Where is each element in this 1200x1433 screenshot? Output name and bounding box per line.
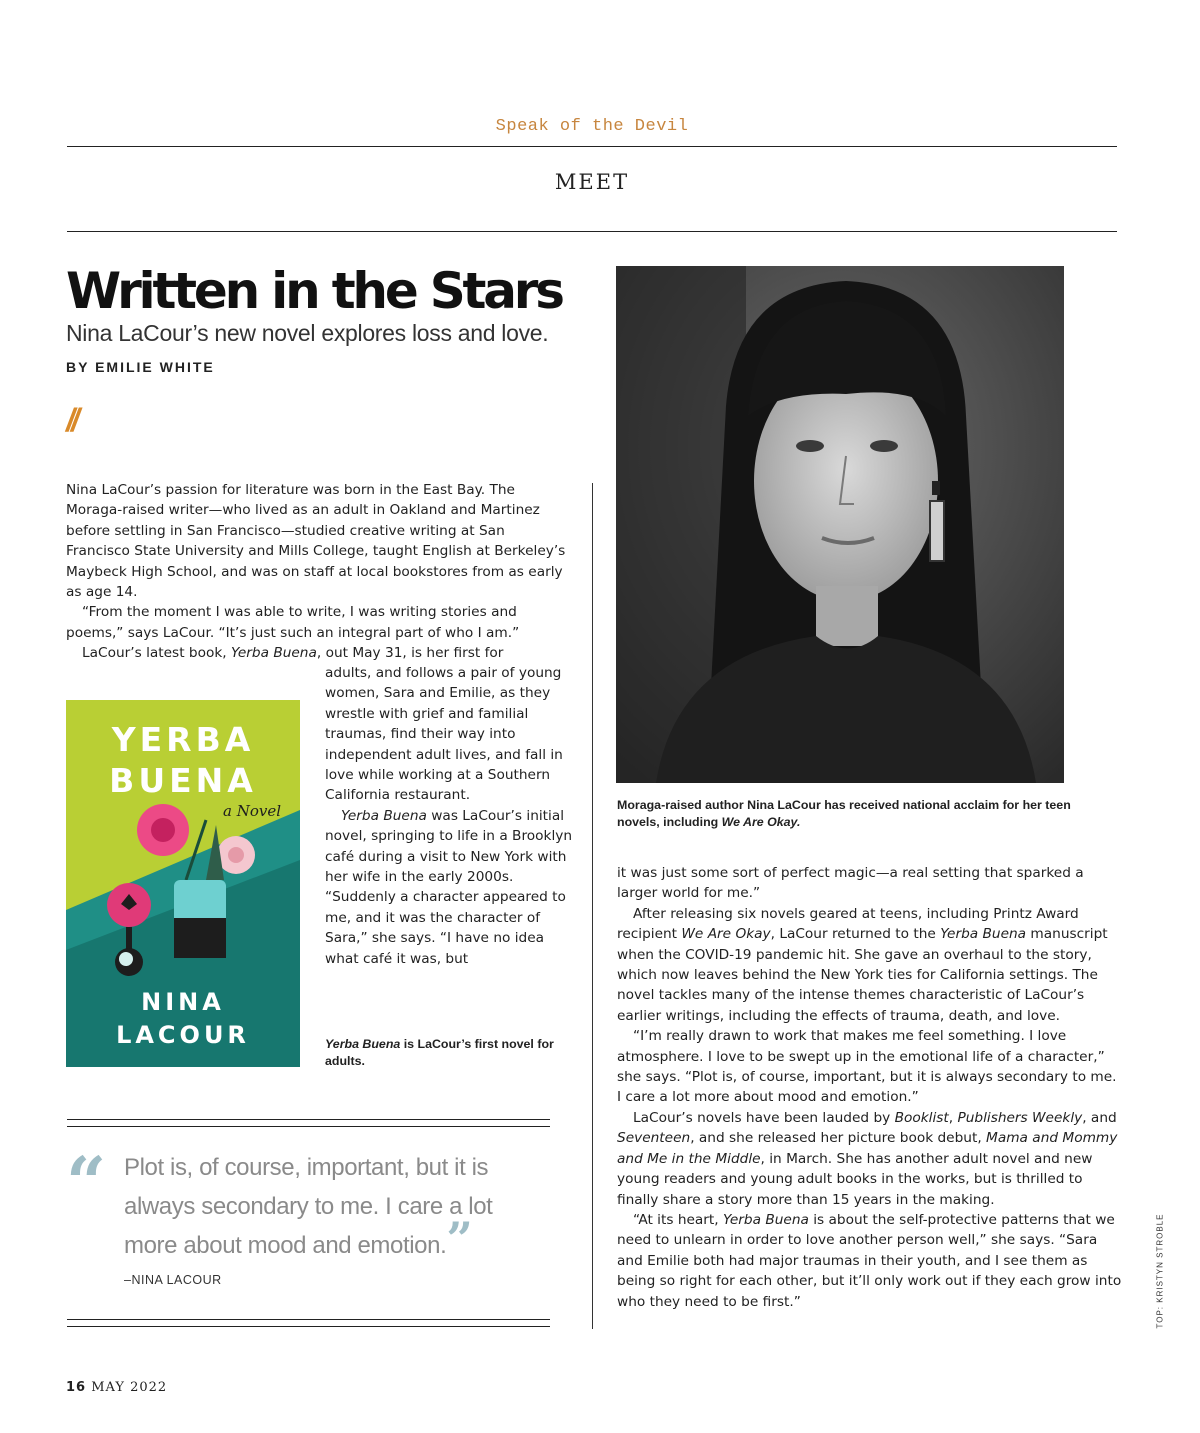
page-number: 16 [66,1380,87,1395]
cover-subtitle: a Novel [222,802,282,820]
cover-author-line2: LACOUR [116,1021,250,1049]
cover-caption-title: Yerba Buena [325,1037,401,1051]
column-divider [592,483,593,1329]
quote-attribution: –NINA LACOUR [124,1273,222,1287]
folio [66,1380,167,1395]
section-title: Speak of the Devil [495,117,689,136]
slash-ornament: // [66,402,76,438]
headline: Written in the Stars [66,262,562,320]
cover-caption [325,1036,555,1070]
quote-rule-bottom-1 [67,1319,550,1320]
article-body-col1-wrap [325,663,575,969]
photo-caption [617,797,1077,831]
paragraph: adults, and follows a pair of young women, Sara and Emilie, as they wrestle with grief and familial traumas, find their way into independent adult lives, and fall in love while working at a Southern California restaurant. [325,665,563,804]
paragraph: “At its heart, Yerba Buena is about the self-protective patterns that we need to unlearn in order to love another person well,” she says. “Sara and Emilie both had major traumas in their youth, and I see them as being so right for each other, but it’ll only work out if they each grow into who they need to be first.” [617,1211,1122,1310]
quote-rule-top-1 [67,1119,550,1120]
book-cover-image [66,700,300,1067]
pull-quote-text: Plot is, of course, important, but it is always secondary to me. I care a lot more about mood and emotion. [124,1154,493,1259]
close-quote-icon: ” [446,1212,473,1266]
paragraph-lead: LaCour’s latest book, Yerba Buena, out May 31, is her first for [82,645,504,662]
cover-caption-text: is LaCour’s first novel for adults. [325,1037,554,1068]
photo-caption-text: Moraga-raised author Nina LaCour has received national acclaim for her teen novels, including [617,798,1071,829]
paragraph: it was just some sort of perfect magic—a real setting that sparked a larger world for me.” [617,865,1084,902]
cover-title-line2: BUENA [109,761,257,800]
cover-author-line1: NINA [141,988,225,1016]
byline: BY EMILIE WHITE [66,359,215,375]
article-body-col2 [617,863,1122,1312]
cover-title-line1: YERBA [111,720,255,759]
pull-quote [124,1148,544,1265]
paragraph: Nina LaCour’s passion for literature was born in the East Bay. The Moraga-raised writer—who lived as an adult in Oakland and Martinez before settling in San Francisco—studied creative writing at San Francisco State University and Mills College, taught English at Berkeley’s Maybeck High School, and was on staff at local bookstores from as early as age 14. [66,482,566,601]
header-rule-bottom [67,231,1117,232]
paragraph: “From the moment I was able to write, I was writing stories and poems,” says LaCour. “It’s just such an integral part of who I am.” [66,604,520,641]
quote-rule-bottom-2 [67,1326,550,1327]
author-photo [616,266,1064,783]
paragraph: After releasing six novels geared at teens, including Printz Award recipient We Are Okay, LaCour returned to the Yerba Buena manuscript when the COVID-19 pandemic hit. She gave an overhaul to the story, which now leaves behind the New York ties for California settings. The novel tackles many of the intense themes characteristic of LaCour’s earlier writings, including the effects of trauma, death, and love. [617,905,1108,1024]
header-rule-top [67,146,1117,147]
dek: Nina LaCour’s new novel explores loss and love. [66,320,549,346]
photo-caption-title: We Are Okay. [721,815,801,829]
issue-date: MAY 2022 [91,1380,168,1395]
department-label: MEET [554,170,630,194]
paragraph: “I’m really drawn to work that makes me feel something. I love atmosphere. I love to be swept up in the emotional life of a character,” she says. “Plot is, of course, important, but it is always secondary to me. I care a lot more about mood and emotion.” [617,1028,1117,1106]
article-body-col1 [66,480,566,664]
open-quote-icon: “ [66,1141,107,1224]
quote-rule-top-2 [67,1126,550,1127]
paragraph: LaCour’s novels have been lauded by Booklist, Publishers Weekly, and Seventeen, and she released her picture book debut, Mama and Mommy and Me in the Middle, in March. She has another adult novel and new young readers and young adult books in the works, but is thrilled to finally share a story more than 15 years in the making. [617,1109,1118,1208]
photo-credit: TOP: KRISTYN STROBLE [1155,1213,1165,1329]
paragraph: Yerba Buena was LaCour’s initial novel, springing to life in a Brooklyn café during a visit to New York with her wife in the early 2000s. “Suddenly a character appeared to me, and it was the character of Sara,” she says. “I have no idea what café it was, but [325,807,573,967]
